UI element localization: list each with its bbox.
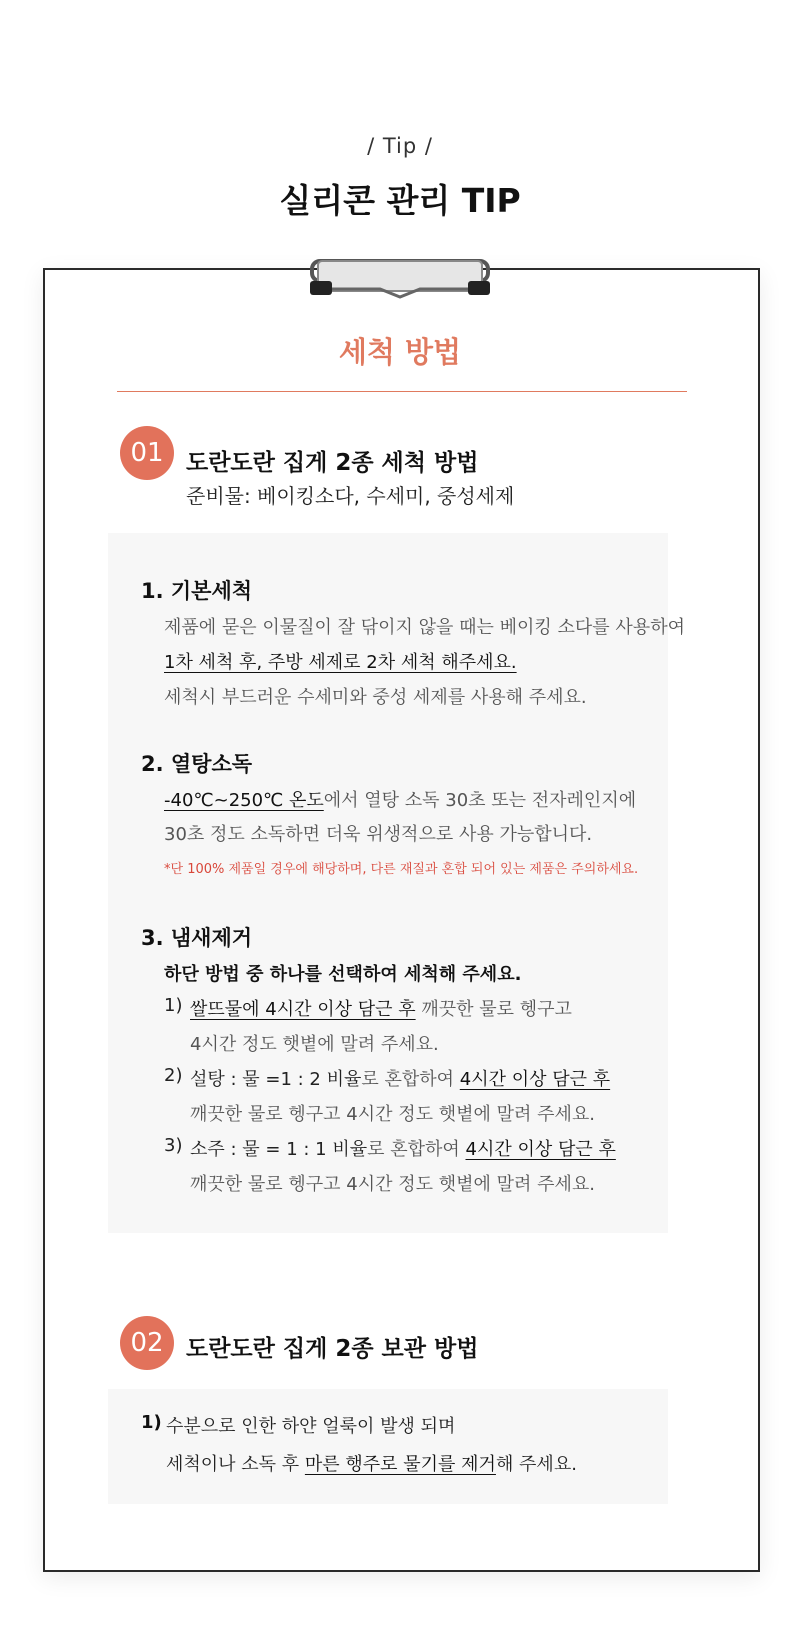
list-number: 2) xyxy=(164,1065,183,1086)
preparation-text: 준비물: 베이킹소다, 수세미, 중성세제 xyxy=(186,484,515,508)
ratio-text: 소주 : 물 = 1 : 1 비율 xyxy=(190,1139,368,1160)
step-title: 3. 냄새제거 xyxy=(141,926,253,950)
step-title: 2. 열탕소독 xyxy=(141,752,253,776)
block-heading: 도란도란 집게 2종 보관 방법 xyxy=(186,1336,479,1362)
step-intro: 하단 방법 중 하나를 선택하여 세척해 주세요. xyxy=(164,964,522,985)
list-item xyxy=(190,995,572,1021)
storage-box xyxy=(108,1389,668,1504)
step-text: 세척시 부드러운 수세미와 중성 세제를 사용해 주세요. xyxy=(164,687,587,708)
section-title: 세척 방법 xyxy=(338,335,462,369)
caution-note: *단 100% 제품일 경우에 해당하며, 다른 재질과 혼합 되어 있는 제품은 주의하세요. xyxy=(164,862,639,877)
list-item xyxy=(190,1065,610,1091)
list-item-continued: 깨끗한 물로 헹구고 4시간 정도 햇볕에 말려 주세요. xyxy=(190,1104,595,1125)
list-number: 1) xyxy=(164,995,183,1016)
list-item-continued xyxy=(166,1450,577,1476)
tip-label: / Tip / xyxy=(367,134,433,158)
list-item-continued: 깨끗한 물로 헹구고 4시간 정도 햇볕에 말려 주세요. xyxy=(190,1174,595,1195)
ratio-text: 설탕 : 물 =1 : 2 비율 xyxy=(190,1069,362,1090)
list-item-emphasis: 4시간 이상 담근 후 xyxy=(459,1069,611,1090)
step-number-badge: 01 xyxy=(120,426,174,480)
step-title: 1. 기본세척 xyxy=(141,579,253,603)
temperature-range: -40℃~250℃ 온도 xyxy=(164,790,324,811)
list-item-emphasis: 마른 행주로 물기를 제거 xyxy=(304,1454,496,1475)
block-heading: 도란도란 집게 2종 세척 방법 xyxy=(186,450,479,476)
step-text: 제품에 묻은 이물질이 잘 닦이지 않을 때는 베이킹 소다를 사용하여 xyxy=(164,617,685,638)
list-item-rest: 깨끗한 물로 헹구고 xyxy=(415,999,572,1020)
step-text-rest: 에서 열탕 소독 30초 또는 전자레인지에 xyxy=(323,790,637,811)
step-number-badge: 02 xyxy=(120,1316,174,1370)
page-title: 실리콘 관리 TIP xyxy=(279,181,521,220)
section-divider xyxy=(117,391,687,392)
list-number: 1) xyxy=(141,1412,162,1433)
list-item-rest: 세척이나 소독 후 xyxy=(166,1454,305,1475)
step-text-underlined: 1차 세척 후, 주방 세제로 2차 세척 해주세요. xyxy=(164,652,517,673)
list-number: 3) xyxy=(164,1135,183,1156)
step-text: 30초 정도 소독하면 더욱 위생적으로 사용 가능합니다. xyxy=(164,824,593,845)
list-item-rest: 해 주세요. xyxy=(495,1454,577,1475)
clipboard-clip-icon xyxy=(310,253,490,313)
step-text xyxy=(164,786,636,812)
list-item-rest: 로 혼합하여 xyxy=(361,1069,460,1090)
list-item: 수분으로 인한 하얀 얼룩이 발생 되며 xyxy=(166,1416,456,1437)
list-item-emphasis: 4시간 이상 담근 후 xyxy=(465,1139,616,1160)
list-item-emphasis: 쌀뜨물에 4시간 이상 담근 후 xyxy=(190,999,416,1020)
list-item-rest: 로 혼합하여 xyxy=(367,1139,466,1160)
list-item xyxy=(190,1135,616,1161)
list-item-continued: 4시간 정도 햇볕에 말려 주세요. xyxy=(190,1034,439,1055)
